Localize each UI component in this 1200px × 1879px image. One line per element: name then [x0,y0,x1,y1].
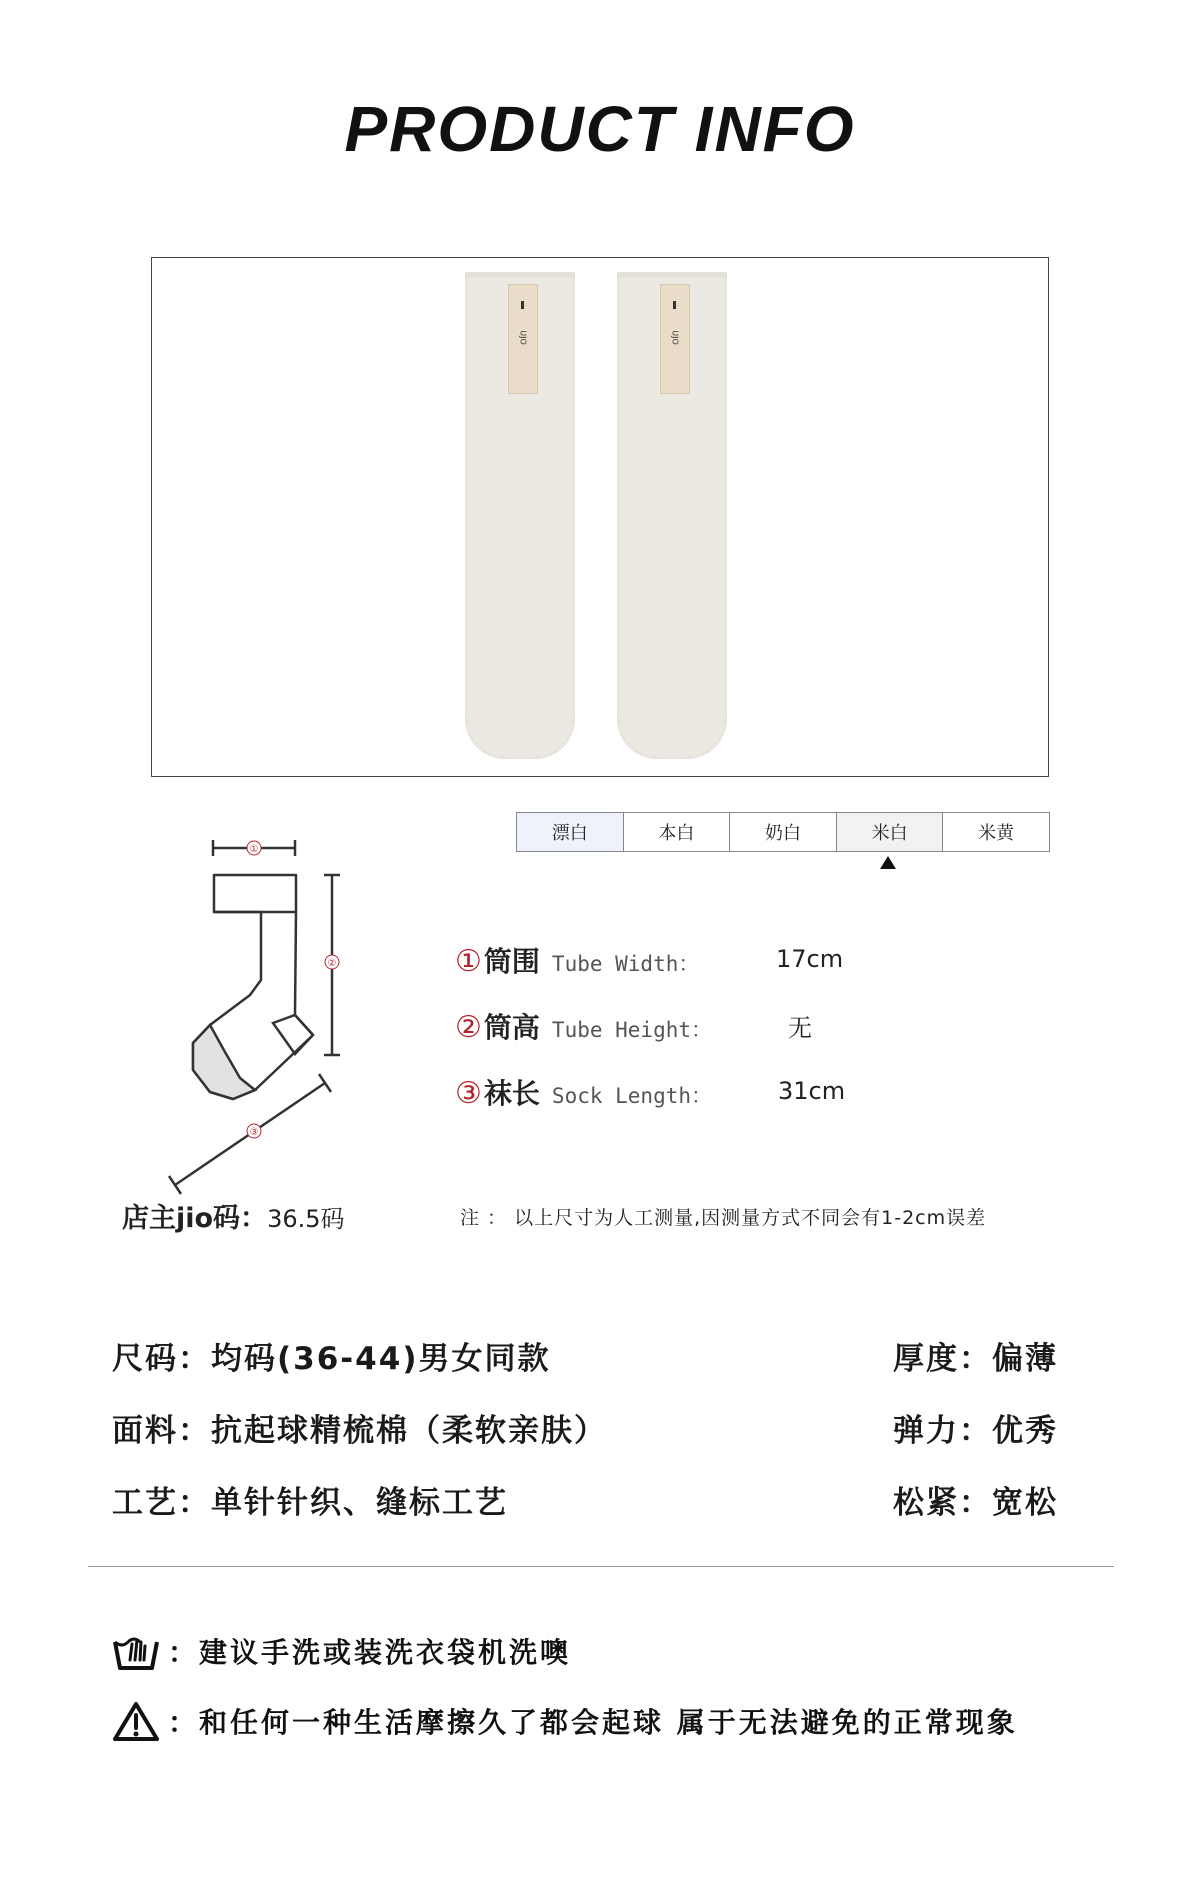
spec-label-zh: 筒围 [483,945,540,978]
care-wash [112,1630,571,1672]
measurement-note: 注 ： 以上尺寸为人工测量,因测量方式不同会有1-2cm误差 [460,1207,987,1229]
tag-text: UJO [518,330,528,345]
spec-number: ② [455,1010,482,1045]
info-fabric: 面料：抗起球精梳棉（柔软亲肤） [112,1413,607,1449]
color-option[interactable]: 本白 [624,813,731,851]
info-tightness: 松紧：宽松 [893,1485,1058,1521]
spec-tube-width [455,940,699,980]
spec-value: 17cm [776,945,844,973]
spec-value: 31cm [778,1077,846,1105]
spec-label-en: Sock Length： [551,1084,712,1108]
sock-label-tag [508,284,538,394]
sock-size-diagram [110,830,350,1200]
spec-number: ③ [455,1076,482,1111]
spec-sock-length [455,1072,712,1112]
tag-text: UJO [670,330,680,345]
care-warning-text: ：和任何一种生活摩擦久了都会起球 属于无法避免的正常现象 [168,1706,1018,1739]
spec-label-en: Tube Height： [551,1018,712,1042]
diagram-label-2: ② [327,958,337,969]
diagram-label-3: ③ [249,1127,259,1138]
care-warning [112,1700,1018,1742]
care-wash-text: ：建议手洗或装洗衣袋机洗噢 [168,1636,572,1669]
warning-icon [112,1700,160,1742]
page-title: PRODUCT INFO [344,93,856,165]
info-craft: 工艺：单针针织、缝标工艺 [112,1485,508,1521]
selected-color-marker [880,856,896,869]
color-option[interactable]: 米黄 [943,813,1049,851]
owner-size [122,1196,345,1235]
spec-label-en: Tube Width： [551,952,700,976]
color-option[interactable]: 奶白 [730,813,837,851]
sock-left [465,272,575,759]
spec-number: ① [455,944,482,979]
info-elasticity: 弹力：优秀 [893,1413,1058,1449]
divider [88,1566,1114,1567]
hand-wash-icon [112,1630,160,1672]
info-thickness: 厚度：偏薄 [893,1341,1058,1377]
owner-size-label: 店主jio码： [122,1203,268,1234]
spec-label-zh: 袜长 [483,1077,540,1110]
spec-tube-height [455,1006,712,1046]
product-photo [151,257,1049,777]
sock-right [617,272,727,759]
color-selector [516,812,1050,852]
owner-size-value: 36.5码 [267,1205,345,1233]
color-option[interactable]: 漂白 [517,813,624,851]
sock-label-tag [660,284,690,394]
spec-value: 无 [788,1014,812,1042]
color-option-selected[interactable]: 米白 [837,813,944,851]
diagram-label-1: ① [249,844,259,855]
info-size: 尺码：均码(36-44)男女同款 [112,1341,551,1377]
spec-label-zh: 筒高 [483,1011,540,1044]
